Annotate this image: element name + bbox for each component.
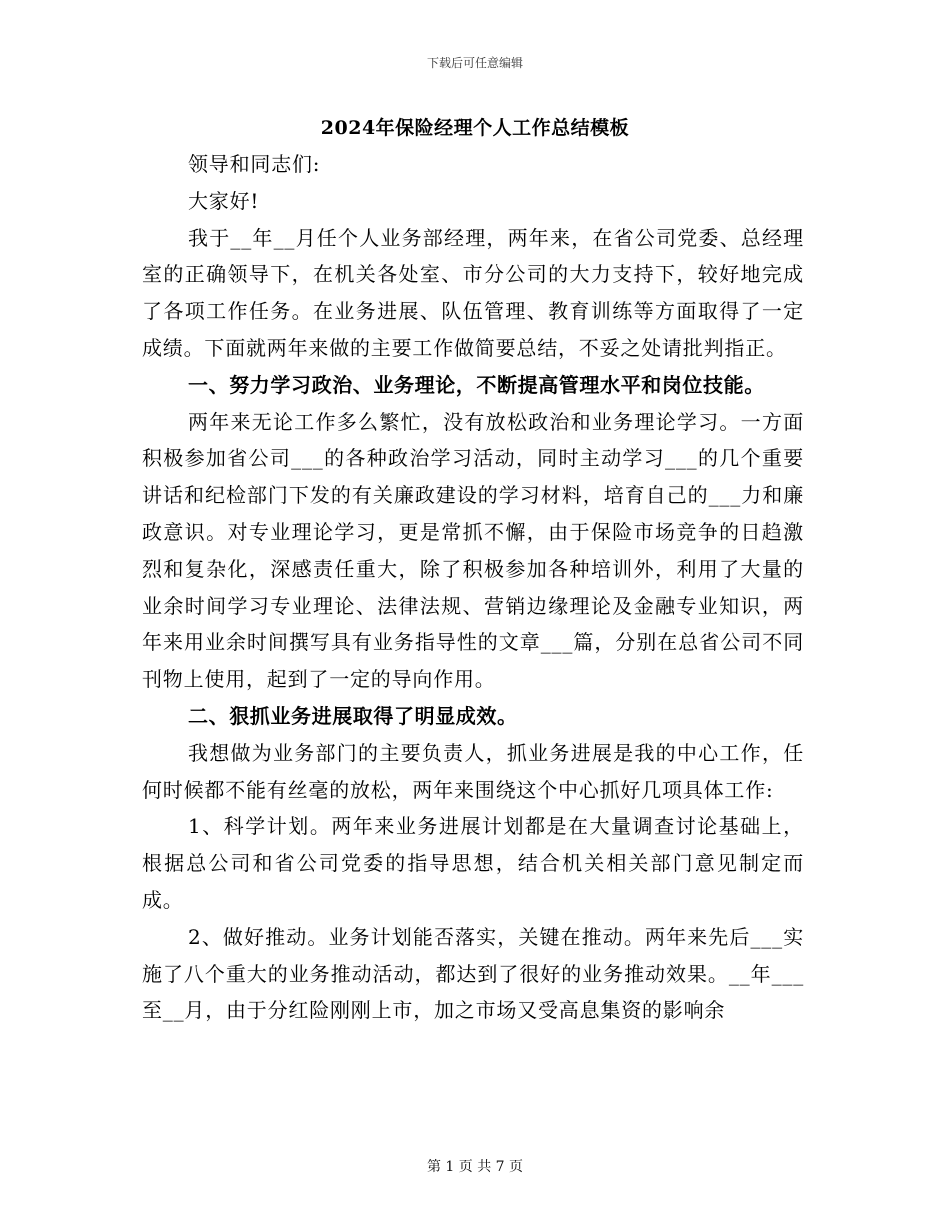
- paragraph: 我想做为业务部门的主要负责人，抓业务进展是我的中心工作，任何时候都不能有丝毫的放松，两年来围绕这个中心抓好几项具体工作:: [142, 740, 804, 802]
- document-body: [142, 146, 804, 1029]
- paragraph: 2、做好推动。业务计划能否落实，关键在推动。两年来先后___实施了八个重大的业务推动活动，都达到了很好的业务推动效果。__年___至__月，由于分红险刚刚上市，加之市场又受高息集资的影响余: [142, 924, 804, 1023]
- header-note: 下载后可任意编辑: [426, 56, 523, 70]
- greeting: 大家好!: [188, 188, 260, 213]
- paragraph: 两年来无论工作多么繁忙，没有放松政治和业务理论学习。一方面积极参加省公司___的各种政治学习活动，同时主动学习___的几个重要讲话和纪检部门下发的有关廉政建设的学习材料，培育自己的___力和廉政意识。对专业理论学习，更是常抓不懈，由于保险市场竞争的日趋激烈和复杂化，深感责任重大，除了积极参加各种培训外，利用了大量的业余时间学习专业理论、法律法规、营销边缘理论及金融专业知识，两年来用业余时间撰写具有业务指导性的文章___篇，分别在总省公司不同刊物上使用，起到了一定的导向作用。: [142, 409, 804, 692]
- document-title: 2024年保险经理个人工作总结模板: [320, 117, 630, 139]
- paragraph: 我于__年__月任个人业务部经理，两年来，在省公司党委、总经理室的正确领导下，在机关各处室、市分公司的大力支持下，较好地完成了各项工作任务。在业务进展、队伍管理、教育训练等方面取得了一定成绩。下面就两年来做的主要工作做简要总结，不妥之处请批判指正。: [142, 225, 804, 360]
- page-number: 第 1 页 共 7 页: [426, 1159, 524, 1175]
- section-heading: 一、努力学习政治、业务理论，不断提高管理水平和岗位技能。: [188, 372, 765, 397]
- salutation: 领导和同志们:: [188, 152, 321, 176]
- section-heading: 二、狠抓业务进展取得了明显成效。: [188, 703, 518, 728]
- paragraph: 1、科学计划。两年来业务进展计划都是在大量调查讨论基础上，根据总公司和省公司党委的指导思想，结合机关相关部门意见制定而成。: [142, 814, 804, 912]
